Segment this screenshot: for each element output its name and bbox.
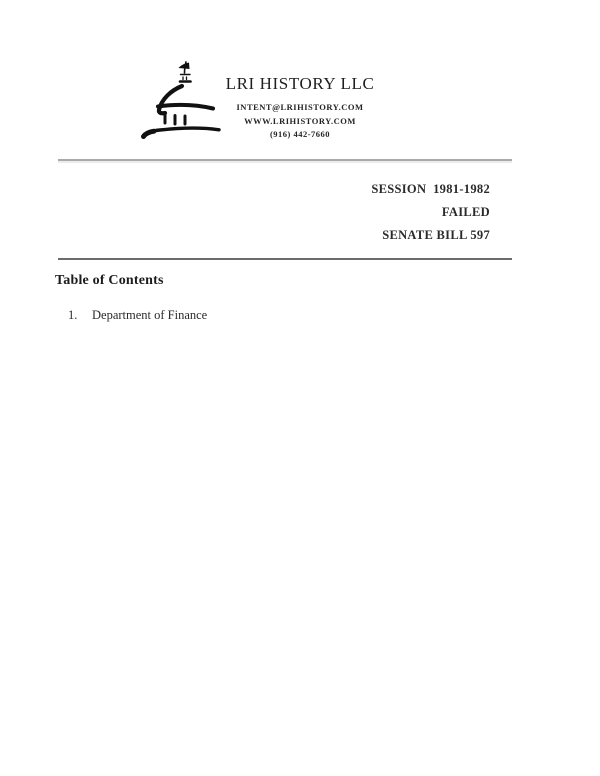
toc-list [68, 306, 207, 324]
divider-top [58, 159, 512, 161]
divider-bottom [58, 258, 512, 260]
company-phone: (916) 442-7660 [269, 129, 331, 139]
toc-title: Table of Contents [55, 273, 164, 288]
toc-item-label: Department of Finance [92, 308, 208, 322]
letterhead [210, 74, 390, 142]
status-line: FAILED [441, 205, 490, 219]
case-info-block [290, 178, 490, 247]
company-email: INTENT@LRIHISTORY.COM [236, 102, 364, 112]
toc-item-number: 1. [68, 308, 78, 322]
company-name: LRI HISTORY LLC [225, 74, 375, 93]
bill-line: SENATE BILL 597 [382, 228, 490, 242]
toc-item [68, 306, 207, 324]
session-line: SESSION 1981-1982 [371, 182, 490, 196]
company-website: WWW.LRIHISTORY.COM [244, 115, 356, 126]
